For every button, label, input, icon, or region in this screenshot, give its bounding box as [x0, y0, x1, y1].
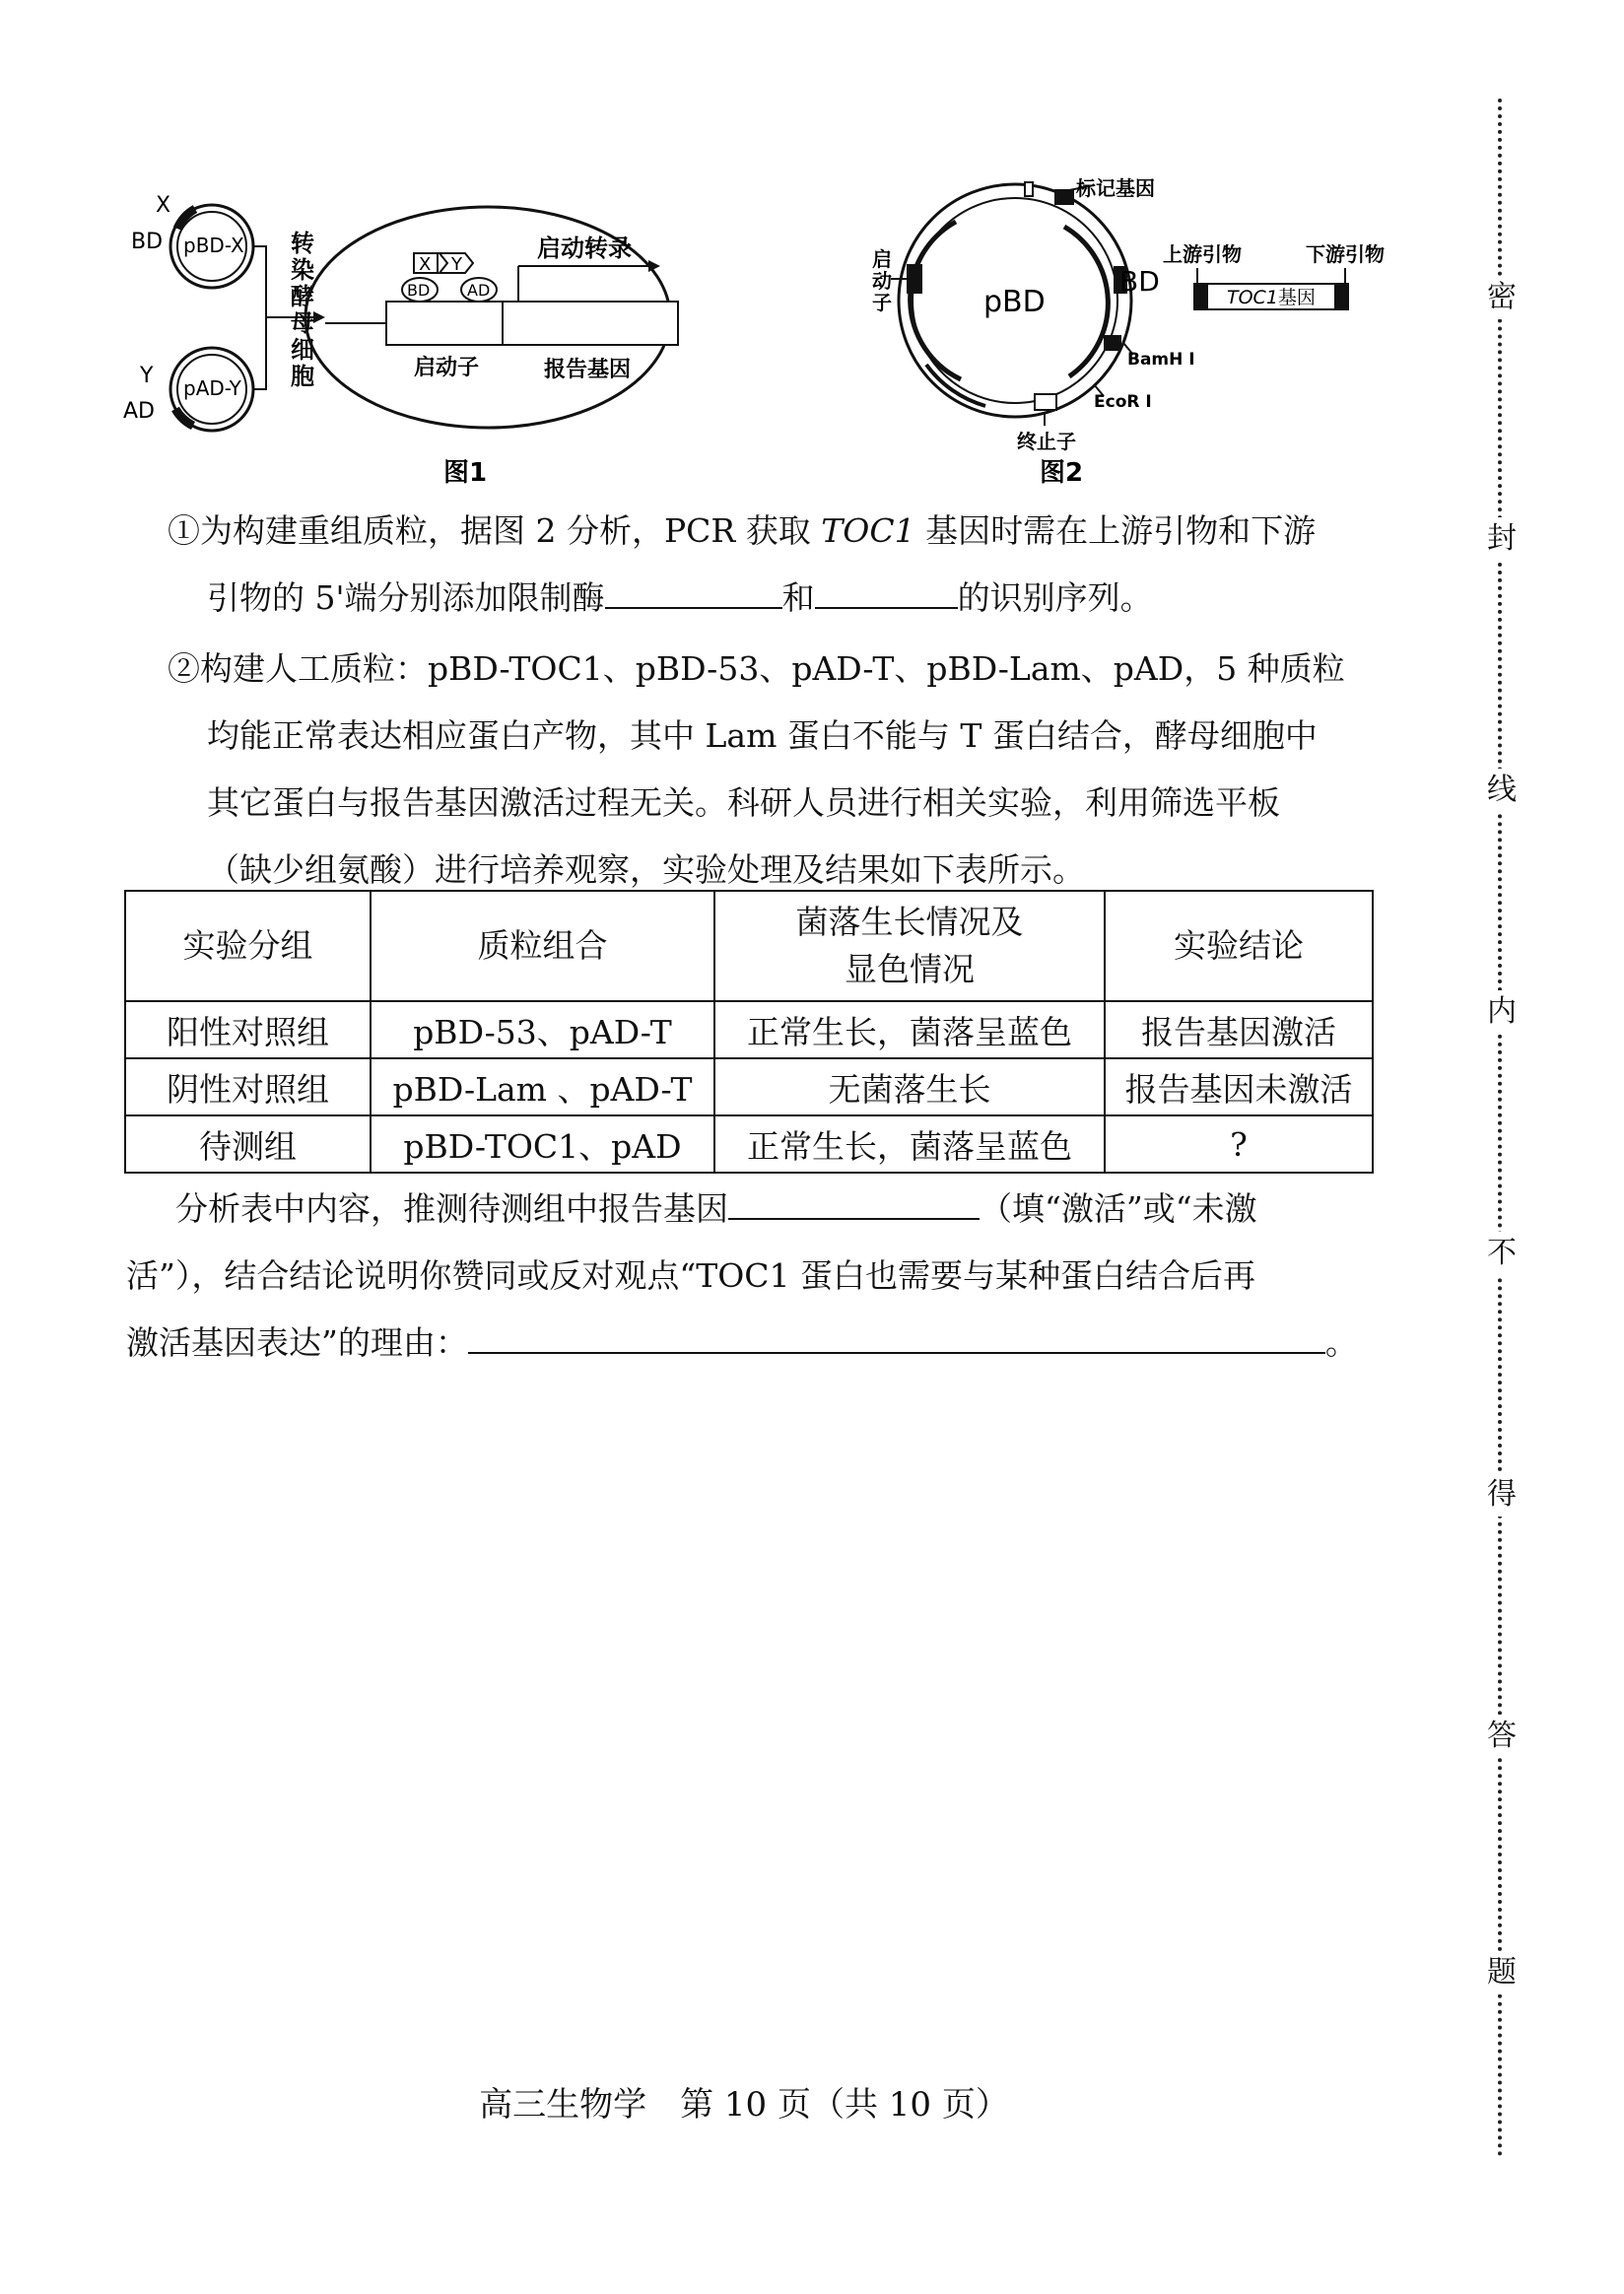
table-header-cell: 质粒组合: [371, 891, 714, 1001]
y-box-label: Y: [451, 254, 462, 275]
pbd-plasmid-label: pBD: [983, 285, 1046, 319]
reporter-gene-label: 报告基因: [544, 358, 632, 382]
ecori-label: EcoR I: [1094, 392, 1152, 412]
downstream-primer-label: 下游引物: [1306, 242, 1385, 266]
table-cell: 阴性对照组: [125, 1058, 371, 1115]
fig1-label-ad: AD: [123, 399, 155, 424]
q2-line-3: 其它蛋白与报告基因激活过程无关。科研人员进行相关实验，利用筛选平板: [207, 783, 1280, 822]
table-header-cell: 实验分组: [125, 891, 371, 1001]
answer-blank[interactable]: [728, 1188, 980, 1220]
figures: [118, 168, 1399, 493]
table-cell: pBD-Lam 、pAD-T: [371, 1058, 714, 1115]
figure-2: [872, 176, 1385, 453]
fig1-caption: 图1: [443, 458, 488, 488]
q2-line-4: （缺少组氨酸）进行培养观察，实验处理及结果如下表所示。: [207, 850, 1085, 889]
bamhi-label: BamH I: [1127, 350, 1195, 370]
table-cell: pBD-53、pAD-T: [371, 1001, 714, 1058]
seal-dotted-line: [1498, 99, 1502, 2158]
table-cell: 阳性对照组: [125, 1001, 371, 1058]
answer-blank[interactable]: [815, 577, 958, 609]
fig1-label-y: Y: [140, 364, 154, 388]
fig2-caption: 图2: [1040, 458, 1084, 488]
fig1-arrow-label: 转染酵母细胞: [291, 230, 314, 390]
question-1: [168, 498, 1399, 632]
answer-blank[interactable]: [468, 1322, 1325, 1354]
reporter-gene-box: [503, 302, 678, 345]
table-cell: 报告基因激活: [1105, 1001, 1373, 1058]
q3-line-1: 分析表中内容，推测待测组中报告基因 （填“激活”或“未激: [175, 1189, 1257, 1228]
q3-line-3: 激活基因表达”的理由： 。: [126, 1323, 1358, 1362]
seal-char: 封: [1484, 517, 1520, 561]
table-cell: 报告基因未激活: [1105, 1058, 1373, 1115]
fig1-label-bd: BD: [131, 230, 164, 254]
ad-domain-label: AD: [467, 281, 491, 300]
answer-blank[interactable]: [605, 577, 782, 609]
table-cell: ?: [1105, 1115, 1373, 1173]
plasmid-pbd-x-label: pBD-X: [183, 234, 244, 257]
terminator-label: 终止子: [1017, 430, 1076, 453]
table-row: [125, 1001, 1373, 1058]
table-cell: 正常生长，菌落呈蓝色: [714, 1001, 1105, 1058]
table-cell: 待测组: [125, 1115, 371, 1173]
table-row: [125, 1058, 1373, 1115]
seal-char: 得: [1484, 1473, 1520, 1517]
table-cell: 正常生长，菌落呈蓝色: [714, 1115, 1105, 1173]
seal-char: 内: [1484, 990, 1520, 1034]
q2-line-2: 均能正常表达相应蛋白产物，其中 Lam 蛋白不能与 T 蛋白结合，酵母细胞中: [207, 716, 1318, 755]
table-header-cell: 实验结论: [1105, 891, 1373, 1001]
q1-line-2: 引物的 5'端分别添加限制酶 和 的识别序列。: [207, 578, 1153, 617]
fig1-label-x: X: [156, 193, 171, 218]
plasmid-pad-y-label: pAD-Y: [183, 376, 241, 400]
marker-gene-label: 标记基因: [1076, 176, 1155, 200]
question-3: [126, 1176, 1397, 1377]
x-box-label: X: [419, 254, 432, 275]
start-transcription-label: 启动转录: [537, 235, 632, 262]
q2-line-1: ②构建人工质粒：pBD-TOC1、pBD-53、pAD-T、pBD-Lam、pAD，5 种质粒: [168, 649, 1345, 688]
seal-char: 密: [1484, 276, 1520, 319]
seal-char: 线: [1484, 769, 1520, 812]
experiment-table: [124, 890, 1374, 1174]
page-footer: 高三生物学 第 10 页（共 10 页）: [479, 2085, 1009, 2125]
q3-line-2: 活”），结合结论说明你赞同或反对观点“TOC1 蛋白也需要与某种蛋白结合后再: [126, 1256, 1256, 1295]
table-cell: pBD-TOC1、pAD: [371, 1115, 714, 1173]
table-cell: 无菌落生长: [714, 1058, 1105, 1115]
fig2-promoter-label: 启动子: [872, 247, 892, 314]
seal-line: [1488, 99, 1527, 2158]
upstream-primer-label: 上游引物: [1163, 242, 1242, 266]
figure-1: [123, 193, 678, 431]
bd-domain-label: BD: [407, 281, 431, 300]
seal-char: 不: [1484, 1232, 1520, 1275]
seal-char: 答: [1484, 1715, 1520, 1758]
toc1-gene-label: TOC1基因: [1227, 287, 1316, 308]
q1-line-1: ①为构建重组质粒，据图 2 分析，PCR 获取 TOC1 基因时需在上游引物和下游: [168, 511, 1317, 550]
fig2-bd-label: BD: [1119, 265, 1160, 298]
promoter-box: [386, 302, 503, 345]
table-header-row: [125, 891, 1373, 1001]
table-row: [125, 1115, 1373, 1173]
promoter-label: 启动子: [414, 356, 480, 380]
table-header-cell: 菌落生长情况及 显色情况: [714, 891, 1105, 1001]
seal-char: 题: [1484, 1951, 1520, 1994]
question-2: [168, 636, 1399, 904]
